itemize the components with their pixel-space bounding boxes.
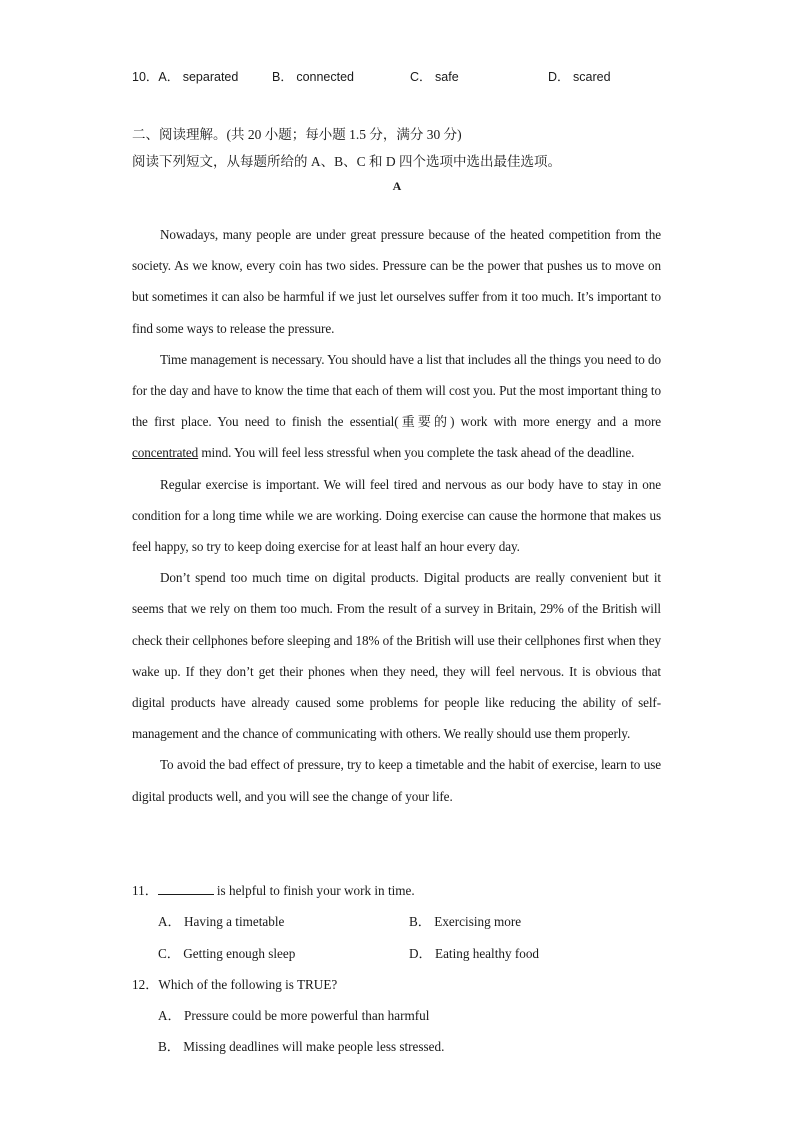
reading-passage — [132, 219, 661, 812]
paragraph-5: To avoid the bad effect of pressure, try to keep a timetable and the habit of exercise, learn to use digital products well, and you will see the change of your life. — [132, 757, 661, 804]
underlined-word: concentrated — [132, 445, 199, 461]
q11-option-c[interactable]: C． Getting enough sleep — [158, 946, 296, 961]
question-11-stem: 11． is helpful to finish your work in time. — [132, 883, 415, 898]
answer-blank[interactable] — [158, 883, 214, 895]
section-title: 二、阅读理解。(共 20 小题；每小题 1.5 分，满分 30 分) — [132, 127, 462, 142]
q10-number: 10． — [132, 70, 159, 84]
question-12-stem: 12．Which of the following is TRUE? — [132, 977, 338, 992]
paragraph-1: Nowadays, many people are under great pressure because of the heated competition from the society. As we know, every coin has two sides. Pressure can be the power that pushes us to move on but sometimes it can also be harmful if we just let ourselves suffer from it too much. It’s important to find some ways to release the pressure. — [132, 227, 661, 336]
question-10 — [132, 67, 732, 87]
q11-option-b[interactable]: B． Exercising more — [409, 914, 522, 929]
passage-label: A — [392, 179, 402, 193]
q10-option-c[interactable]: C． safe — [410, 70, 459, 84]
q12-option-a[interactable]: A． Pressure could be more powerful than harmful — [158, 1008, 430, 1023]
section-instruction: 阅读下列短文，从每题所给的 A、B、C 和 D 四个选项中选出最佳选项。 — [132, 154, 562, 169]
q11-option-a[interactable]: A． Having a timetable — [158, 914, 285, 929]
paragraph-3: Regular exercise is important. We will feel tired and nervous as our body have to stay in one condition for a long time while we are working. Doing exercise can cause the hormone that makes us feel happy, so try to keep doing exercise for at least half an hour every day. — [132, 476, 661, 555]
q11-option-d[interactable]: D． Eating healthy food — [409, 946, 540, 961]
q10-option-a[interactable]: 10．A． separated — [132, 70, 239, 84]
paragraph-2: Time management is necessary. You should have a list that includes all the things you need to do for the day and have to know the time that each of them will cost you. Put the most important thing to the first place. You need to finish the essential(重要的) work with more energy and a more concentrated mind. You will feel less stressful when you complete the task ahead of the deadline. — [132, 351, 661, 461]
q10-option-d[interactable]: D． scared — [548, 70, 611, 84]
q10-option-b[interactable]: B． connected — [272, 70, 355, 84]
q12-option-b[interactable]: B． Missing deadlines will make people less stressed. — [158, 1039, 445, 1054]
paragraph-4: Don’t spend too much time on digital products. Digital products are really convenient but it seems that we rely on them too much. From the result of a survey in Britain, 29% of the British will check their cellphones before sleeping and 18% of the British will use their cellphones first when they wake up. If they don’t get their phones when they need, they will feel nervous. It is obvious that digital products have already caused some problems for people like reducing the ability of self-management and the chance of communicating with others. We really should use them properly. — [132, 570, 661, 742]
